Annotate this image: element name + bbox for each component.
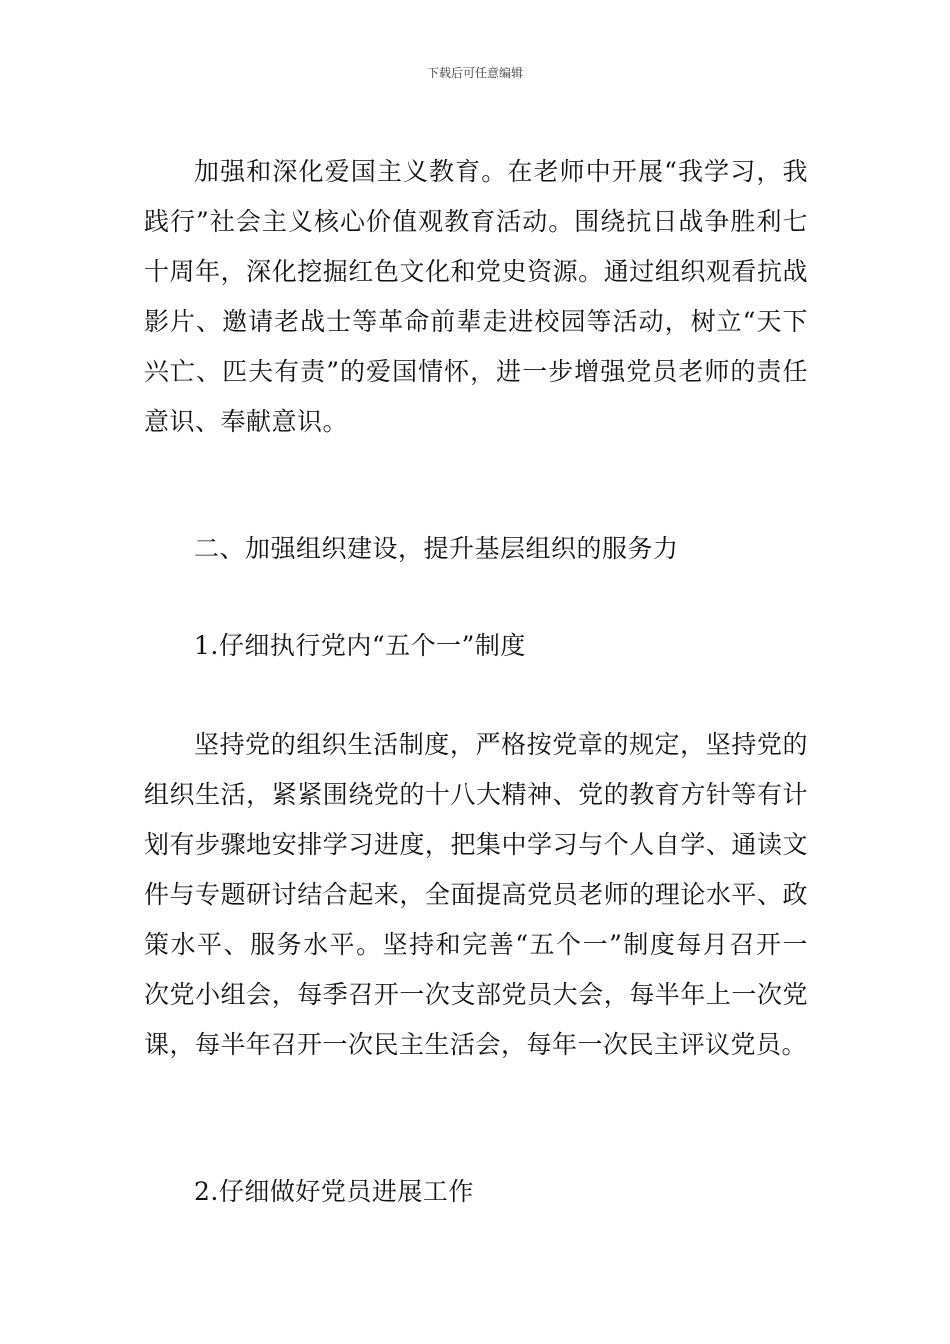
page-header: 下载后可任意编辑: [426, 66, 523, 80]
paragraph-organization-life: 坚持党的组织生活制度，严格按党章的规定，坚持党的组织生活，紧紧围绕党的十八大精神、党的教育方针等有计划有步骤地安排学习进度，把集中学习与个人自学、通读文件与专题研讨结合起来，全面提高党员老师的理论水平、政策水平、服务水平。坚持和完善“五个一”制度每月召开一次党小组会，每季召开一次支部党员大会，每半年上一次党课，每半年召开一次民主生活会，每年一次民主评议党员。: [144, 730, 808, 1059]
subheading-five-ones: 1.仔细执行党内“五个一”制度: [194, 631, 526, 660]
paragraph-patriotic-education: 加强和深化爱国主义教育。在老师中开展“我学习，我践行”社会主义核心价值观教育活动。围绕抗日战争胜利七十周年，深化挖掘红色文化和党史资源。通过组织观看抗战影片、邀请老战士等革命前辈走进校园等活动，树立“天下兴亡、匹夫有责”的爱国情怀，进一步增强党员老师的责任意识、奉献意识。: [144, 157, 808, 436]
subheading-member-development: 2.仔细做好党员进展工作: [194, 1177, 474, 1206]
section-heading: 二、加强组织建设，提升基层组织的服务力: [194, 534, 679, 563]
